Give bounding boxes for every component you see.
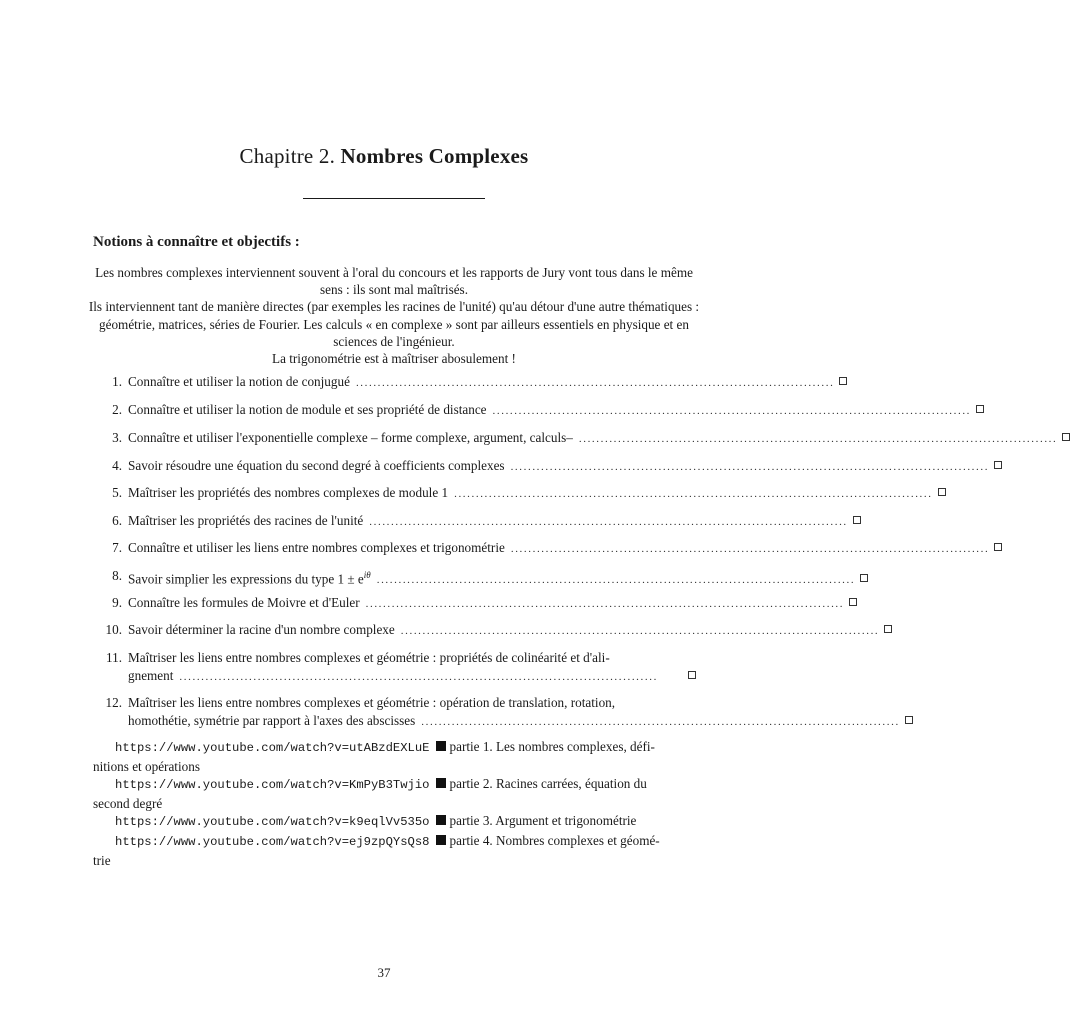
objective-number: 7. <box>112 540 122 555</box>
objective-text: Maîtriser les propriétés des racines de l'unité <box>128 513 364 528</box>
objective-text-line2: gnement <box>128 668 174 683</box>
leader-dots: .............................................................................................................. <box>510 543 990 555</box>
objective-text: Connaître et utiliser la notion de module et ses propriété de distance <box>128 402 487 417</box>
objective-number: 12. <box>105 695 122 710</box>
objective-number: 11. <box>106 650 122 665</box>
exponent: iθ <box>363 570 371 580</box>
intro-line: La trigonométrie est à maîtriser abosulement ! <box>272 351 516 367</box>
checkbox-icon <box>1062 433 1070 441</box>
checkbox-icon <box>860 574 868 582</box>
objective-text: Connaître les formules de Moivre et d'Euler <box>128 595 360 610</box>
objective-text: Maîtriser les propriétés des nombres complexes de module 1 <box>128 485 449 500</box>
square-bullet-icon <box>436 815 446 825</box>
leader-dots: .............................................................................................................. <box>376 574 856 587</box>
page-number: 37 <box>377 965 391 980</box>
square-bullet-icon <box>436 741 446 751</box>
video-link-row <box>93 812 697 832</box>
video-url-link[interactable]: https://www.youtube.com/watch?v=utABzdEXLuE <box>115 741 430 755</box>
chapter-prefix: Chapitre 2. <box>239 144 336 168</box>
objective-text <box>128 567 371 587</box>
objective-number: 10. <box>105 622 122 637</box>
objective-text: Connaître et utiliser la notion de conjugué <box>128 374 350 389</box>
objective-number: 4. <box>112 458 122 473</box>
title-underline <box>303 198 485 199</box>
video-url-link[interactable]: https://www.youtube.com/watch?v=KmPyB3Twjio <box>115 778 430 793</box>
leader-dots: .............................................................................................................. <box>400 625 880 637</box>
video-label-cont: nitions et opérations <box>93 758 200 774</box>
video-url-link[interactable]: https://www.youtube.com/watch?v=k9eqlVv535o <box>115 815 430 830</box>
video-link-row <box>93 738 697 758</box>
leader-dots: .............................................................................................................. <box>492 405 972 417</box>
objective-text-line2: homothétie, symétrie par rapport à l'axes des abscisses <box>128 713 416 728</box>
leader-dots: .............................................................................................................. <box>578 433 1058 445</box>
video-link-row <box>93 832 697 852</box>
checkbox-icon <box>853 516 861 524</box>
checkbox-icon <box>938 488 946 496</box>
leader-dots: .............................................................................................................. <box>510 461 990 473</box>
checkbox-icon <box>884 625 892 633</box>
checkbox-icon <box>976 405 984 413</box>
objective-number: 8. <box>112 568 122 583</box>
video-label: partie 1. Les nombres complexes, défi- <box>449 739 655 754</box>
video-link-row-cont <box>93 795 697 813</box>
checkbox-icon <box>905 716 913 724</box>
objective-text: Savoir résoudre une équation du second degré à coefficients complexes <box>128 458 505 473</box>
objective-number: 6. <box>112 513 122 528</box>
leader-dots: .............................................................................................................. <box>179 671 658 683</box>
video-label: partie 3. Argument et trigonométrie <box>449 813 637 829</box>
intro-line: Les nombres complexes interviennent souvent à l'oral du concours et les rapports de Jury vont tous dans le même sens : ils sont mal maîtrisés. <box>95 265 693 298</box>
objective-number: 9. <box>112 595 122 610</box>
checkbox-icon <box>994 543 1002 551</box>
video-url-link[interactable]: https://www.youtube.com/watch?v=ej9zpQYsQs8 <box>115 834 430 849</box>
intro-paragraph <box>88 264 700 367</box>
section-heading: Notions à connaître et objectifs : <box>93 234 300 250</box>
square-bullet-icon <box>436 778 446 788</box>
chapter-title <box>0 144 768 169</box>
objective-number: 2. <box>112 402 122 417</box>
objective-text-line1: Maîtriser les liens entre nombres complexes et géométrie : opération de translation, rotation, <box>128 695 616 710</box>
video-label-cont: trie <box>93 852 111 868</box>
objective-text: Connaître et utiliser les liens entre nombres complexes et trigonométrie <box>128 540 505 555</box>
leader-dots: .............................................................................................................. <box>365 598 845 610</box>
objective-text: Savoir déterminer la racine d'un nombre complexe <box>128 622 395 637</box>
objective-text-line1: Maîtriser les liens entre nombres complexes et géométrie : propriétés de colinéarité et d'ali- <box>128 650 610 665</box>
objective-number: 3. <box>112 430 122 445</box>
checkbox-icon <box>839 377 847 385</box>
objective-text-main: Savoir simplier les expressions du type 1 ± e <box>128 571 364 587</box>
video-label: partie 2. Racines carrées, équation du <box>449 776 647 792</box>
leader-dots: .............................................................................................................. <box>454 488 933 500</box>
video-link-row-cont <box>93 758 697 776</box>
leader-dots: .............................................................................................................. <box>421 716 900 728</box>
chapter-name: Nombres Complexes <box>340 144 529 168</box>
intro-line: Ils interviennent tant de manière directes (par exemples les racines de l'unité) qu'au détour d'une autre thématiques : géométrie, matrices, séries de Fourier. Les calculs « en complexe » sont par ailleurs essentiels en physique et en sciences de l'ingénieur. <box>88 299 700 349</box>
leader-dots: .............................................................................................................. <box>355 377 835 389</box>
video-link-row <box>93 775 697 795</box>
checkbox-icon <box>688 671 696 679</box>
square-bullet-icon <box>436 835 446 845</box>
checkbox-icon <box>849 598 857 606</box>
video-label: partie 4. Nombres complexes et géomé- <box>449 832 660 848</box>
video-link-row-cont <box>93 852 697 870</box>
objective-number: 1. <box>112 374 122 389</box>
video-links <box>93 738 697 869</box>
objective-number: 5. <box>112 485 122 500</box>
leader-dots: .............................................................................................................. <box>369 516 848 528</box>
video-label-cont: second degré <box>93 795 163 811</box>
checkbox-icon <box>994 461 1002 469</box>
objective-text: Connaître et utiliser l'exponentielle complexe – forme complexe, argument, calculs– <box>128 430 573 445</box>
